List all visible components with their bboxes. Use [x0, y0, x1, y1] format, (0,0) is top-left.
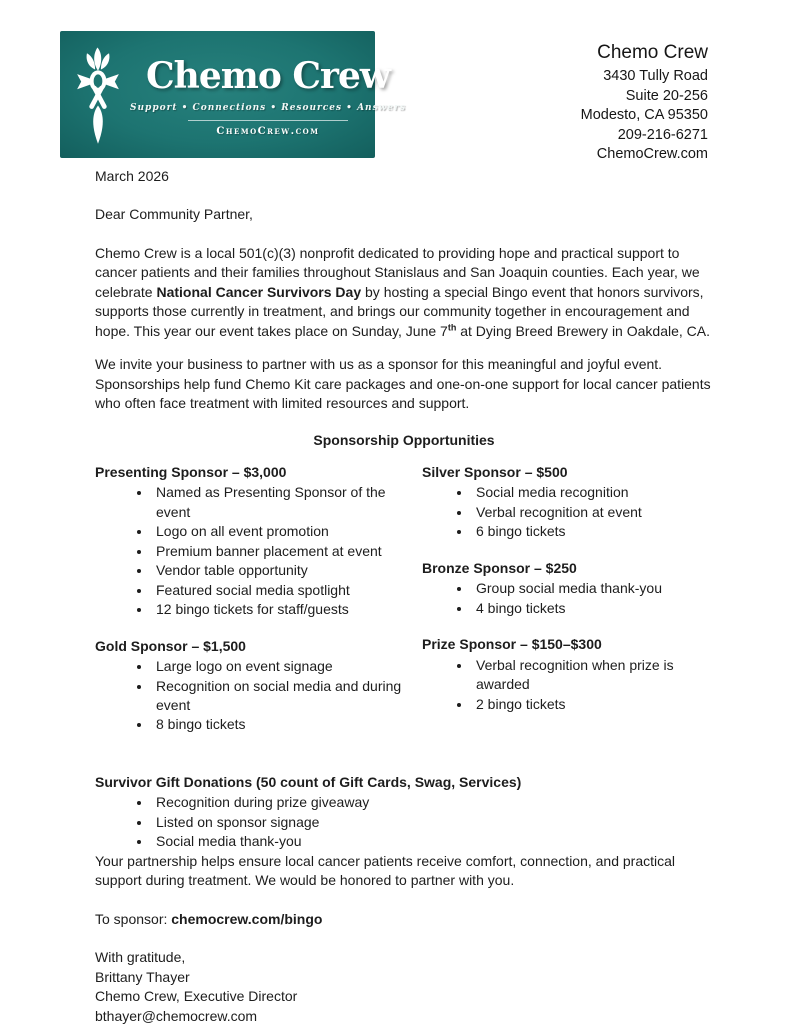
sponsor-block-prize — [422, 635, 713, 714]
signature-email: bthayer@chemocrew.com — [95, 1007, 258, 1024]
benefit-list — [95, 793, 713, 851]
donations-title: Survivor Gift Donations (50 count of Gift Cards, Swag, Services) — [95, 773, 522, 790]
benefit-list — [422, 656, 713, 714]
sponsor-call-to-action — [95, 910, 713, 929]
address-website: ChemoCrew.com — [596, 146, 708, 162]
bullet-item: • Social media thank-you — [152, 832, 713, 851]
bullet-item: • Recognition during prize giveaway — [152, 793, 713, 812]
sponsor-label: To sponsor: — [95, 910, 172, 927]
signature-name: Brittany Thayer — [95, 968, 190, 985]
salutation: Dear Community Partner, — [95, 206, 253, 223]
letter-date: March 2026 — [95, 168, 169, 184]
bullet-item: • Premium banner placement at event — [152, 542, 422, 561]
benefit-list — [422, 483, 713, 541]
sponsor-block-presenting — [95, 463, 422, 620]
bullet-item: • 8 bingo tickets — [152, 715, 422, 734]
sponsor-title: Presenting Sponsor – $3,000 — [95, 463, 287, 480]
bullet-item: • Verbal recognition when prize is awarded — [472, 656, 713, 695]
signature-title: Chemo Crew, Executive Director — [95, 988, 298, 1005]
sponsor-block-bronze — [422, 559, 713, 618]
logo-brand-name: Chemo Crew — [146, 55, 390, 97]
bullet-item: • 2 bingo tickets — [472, 695, 713, 714]
signature-block — [95, 948, 713, 1026]
donations-section — [95, 773, 713, 852]
signoff: With gratitude, — [95, 949, 186, 966]
address-org-name: Chemo Crew — [597, 42, 708, 63]
bullet-item: • Large logo on event signage — [152, 657, 422, 676]
bullet-item: • Group social media thank-you — [472, 579, 713, 598]
benefit-list — [422, 579, 713, 618]
intro-text-3: at Dying Breed Brewery in Oakdale, CA. — [456, 322, 710, 339]
address-street: 3430 Tully Road — [603, 68, 708, 84]
sponsorship-column-right — [422, 463, 713, 748]
bullet-item: • Listed on sponsor signage — [152, 813, 713, 832]
intro-text-1: Chemo Crew is a local 501(c)(3) nonprofit dedicated to providing hope and practical support to cancer patients and their families throughout Stanislaus and San Joaquin counties. Each year, we celebrate — [95, 244, 700, 300]
bullet-item: • 12 bingo tickets for staff/guests — [152, 600, 422, 619]
sponsor-title: Gold Sponsor – $1,500 — [95, 637, 246, 654]
bullet-item: • Featured social media spotlight — [152, 581, 422, 600]
event-date-ordinal: th — [447, 322, 457, 333]
sponsorship-column-left — [95, 463, 422, 748]
letterhead-address-block — [581, 42, 708, 165]
sponsor-title: Silver Sponsor – $500 — [422, 463, 568, 480]
bullet-item: • 4 bingo tickets — [472, 599, 713, 618]
bullet-item: • Recognition on social media and during event — [152, 677, 422, 716]
logo-divider — [188, 120, 348, 121]
bullet-item: • Social media recognition — [472, 483, 713, 502]
logo-banner — [60, 31, 406, 158]
address-phone: 209-216-6271 — [617, 126, 708, 143]
benefit-list — [95, 483, 422, 619]
letter-body — [95, 167, 713, 1026]
sponsorship-columns — [95, 463, 713, 748]
intro-paragraph — [95, 244, 713, 341]
bullet-item: • Logo on all event promotion — [152, 522, 422, 541]
intro-text-2: by hosting a special Bingo event that honors survivors, supports those currently in treatment, and brings our community together in encouragement and hope. This year our event takes place on Sunday, June 7 — [95, 283, 704, 339]
sponsorship-heading: Sponsorship Opportunities — [313, 431, 495, 448]
sponsor-title: Bronze Sponsor – $250 — [422, 559, 577, 576]
sponsor-title: Prize Sponsor – $150–$300 — [422, 636, 602, 653]
bullet-item: • Verbal recognition at event — [472, 503, 713, 522]
bullet-item: • Named as Presenting Sponsor of the event — [152, 483, 422, 522]
bullet-item: • 6 bingo tickets — [472, 522, 713, 541]
logo-website: ChemoCrew.com — [216, 126, 320, 137]
sponsor-url: chemocrew.com/bingo — [171, 910, 323, 927]
invite-paragraph: We invite your business to partner with us as a sponsor for this meaningful and joyful event. Sponsorships help fund Chemo Kit care packages and one-on-one support for local cancer patients who often face treatment with limited resources and support. — [95, 356, 711, 412]
sponsor-block-silver — [422, 463, 713, 542]
closing-paragraph: Your partnership helps ensure local cancer patients receive comfort, connection, and practical support during treatment. We would be honored to partner with you. — [95, 852, 676, 889]
benefit-list — [95, 657, 422, 735]
sponsor-block-gold — [95, 637, 422, 735]
logo-tagline: Support • Connections • Resources • Answers — [130, 103, 406, 113]
bullet-item: • Vendor table opportunity — [152, 561, 422, 580]
event-name-bold: National Cancer Survivors Day — [156, 283, 362, 300]
address-suite: Suite 20-256 — [625, 87, 708, 104]
address-city: Modesto, CA 95350 — [580, 107, 708, 123]
ribbon-cross-icon — [66, 41, 130, 149]
